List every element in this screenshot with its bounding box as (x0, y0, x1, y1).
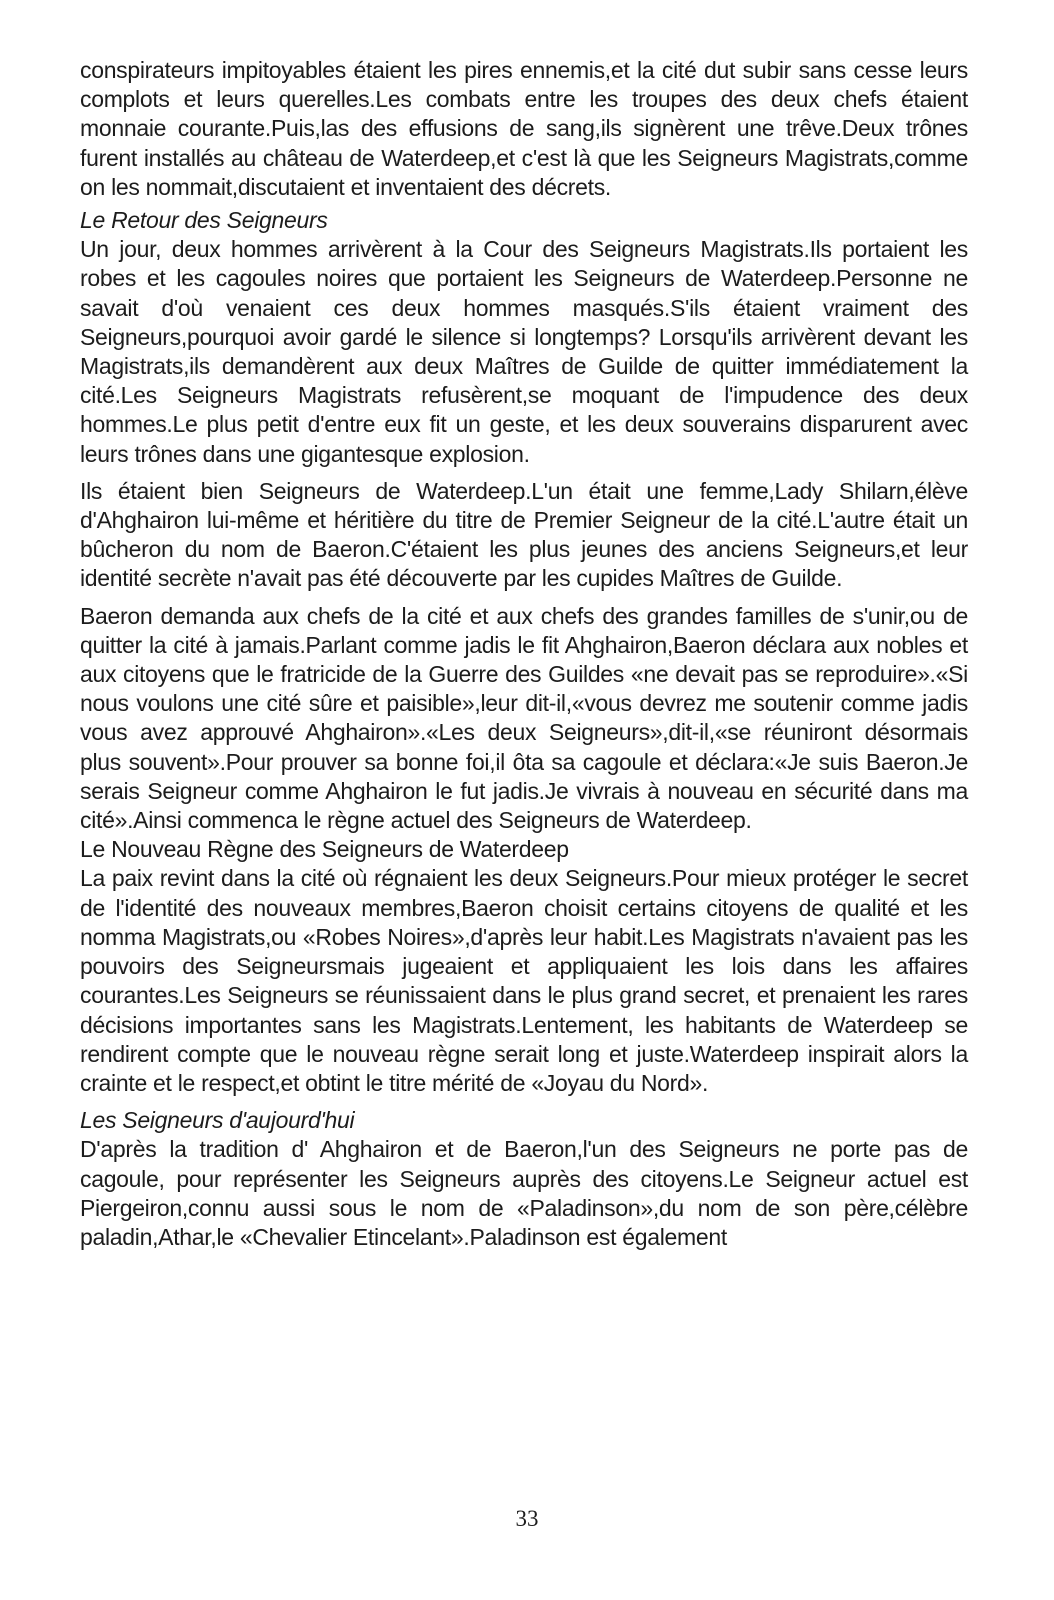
paragraph-la-paix: La paix revint dans la cité où régnaient les deux Seigneurs.Pour mieux protéger le secret de l'identité des nouveaux membres,Baeron choisit certains citoyens de qualité et les nomma Magistrats,ou «Robes Noires»,d'après leur habit.Les Magistrats n'avaient pas les pouvoirs des Seigneursmais jugeaient et appliquaient les lois dans les affaires courantes.Les Seigneurs se réunissaient dans le plus grand secret, et prenaient les rares décisions importantes sans les Magistrats.Lentement, les habitants de Waterdeep se rendirent compte que le nouveau règne serait long et juste.Waterdeep inspirait alors la crainte et le respect,et obtint le titre mérité de «Joyau du Nord». (80, 865, 968, 1096)
paragraph-un-jour: Un jour, deux hommes arrivèrent à la Cour des Seigneurs Magistrats.Ils portaient les robes et les cagoules noires que portaient les Seigneurs de Waterdeep.Personne ne savait d'où venaient ces deux hommes masqués.S'ils étaient vraiment des Seigneurs,pourquoi avoir gardé le silence si longtemps? Lorsqu'ils arrivèrent devant les Magistrats,ils demandèrent aux deux Maîtres de Guilde de quitter immédiatement la cité.Les Seigneurs Magistrats refusèrent,se moquant de l'impudence des deux hommes.Le plus petit d'entre eux fit un geste, et les deux souverains disparurent avec leurs trônes dans une gigantesque explosion. (80, 236, 968, 467)
heading-nouveau-regne: Le Nouveau Règne des Seigneurs de Waterdeep (80, 836, 569, 863)
heading-retour-des-seigneurs: Le Retour des Seigneurs (80, 207, 328, 234)
paragraph-d-apres: D'après la tradition d' Ahghairon et de Baeron,l'un des Seigneurs ne porte pas de cagoule, pour représenter les Seigneurs auprès des citoyens.Le Seigneur actuel est Piergeiron,connu aussi sous le nom de «Paladinson»,du nom de son père,célèbre paladin,Athar,le «Chevalier Etincelant».Paladinson est également (80, 1136, 968, 1250)
page-number: 33 (515, 1506, 539, 1531)
paragraph-ils-etaient: Ils étaient bien Seigneurs de Waterdeep.L'un était une femme,Lady Shilarn,élève d'Ahghairon lui-même et héritière du titre de Premier Seigneur de la cité.L'autre était un bûcheron du nom de Baeron.C'étaient les plus jeunes des anciens Seigneurs,et leur identité secrète n'avait pas été découverte par les cupides Maîtres de Guilde. (80, 477, 968, 592)
heading-seigneurs-aujourdhui: Les Seigneurs d'aujourd'hui (80, 1107, 355, 1134)
paragraph-baeron-demanda: Baeron demanda aux chefs de la cité et aux chefs des grandes familles de s'unir,ou de quitter la cité à jamais.Parlant comme jadis le fit Ahghairon,Baeron déclara aux nobles et aux citoyens que le fratricide de la Guerre des Guildes «ne devait pas se reproduire».«Si nous voulons une cité sûre et paisible»,leur dit-il,«vous devrez me soutenir comme jadis vous avez approuvé Ahghairon».«Les deux Seigneurs»,dit-il,«se réuniront désormais plus souvent».Pour prouver sa bonne foi,il ôta sa cagoule et déclara:«Je suis Baeron.Je serais Seigneur comme Ahghairon le fut jadis.Je vivrais à nouveau en sécurité dans ma cité».Ainsi commenca le règne actuel des Seigneurs de Waterdeep. (80, 602, 968, 834)
page-body (80, 56, 968, 1252)
paragraph-conspirateurs: conspirateurs impitoyables étaient les pires ennemis,et la cité dut subir sans cesse leurs complots et leurs querelles.Les combats entre les troupes des deux chefs étaient monnaie courante.Puis,las des effusions de sang,ils signèrent une trêve.Deux trônes furent installés au château de Waterdeep,et c'est là que les Seigneurs Magistrats,comme on les nommait,discutaient et inventaient des décrets. (80, 57, 968, 200)
